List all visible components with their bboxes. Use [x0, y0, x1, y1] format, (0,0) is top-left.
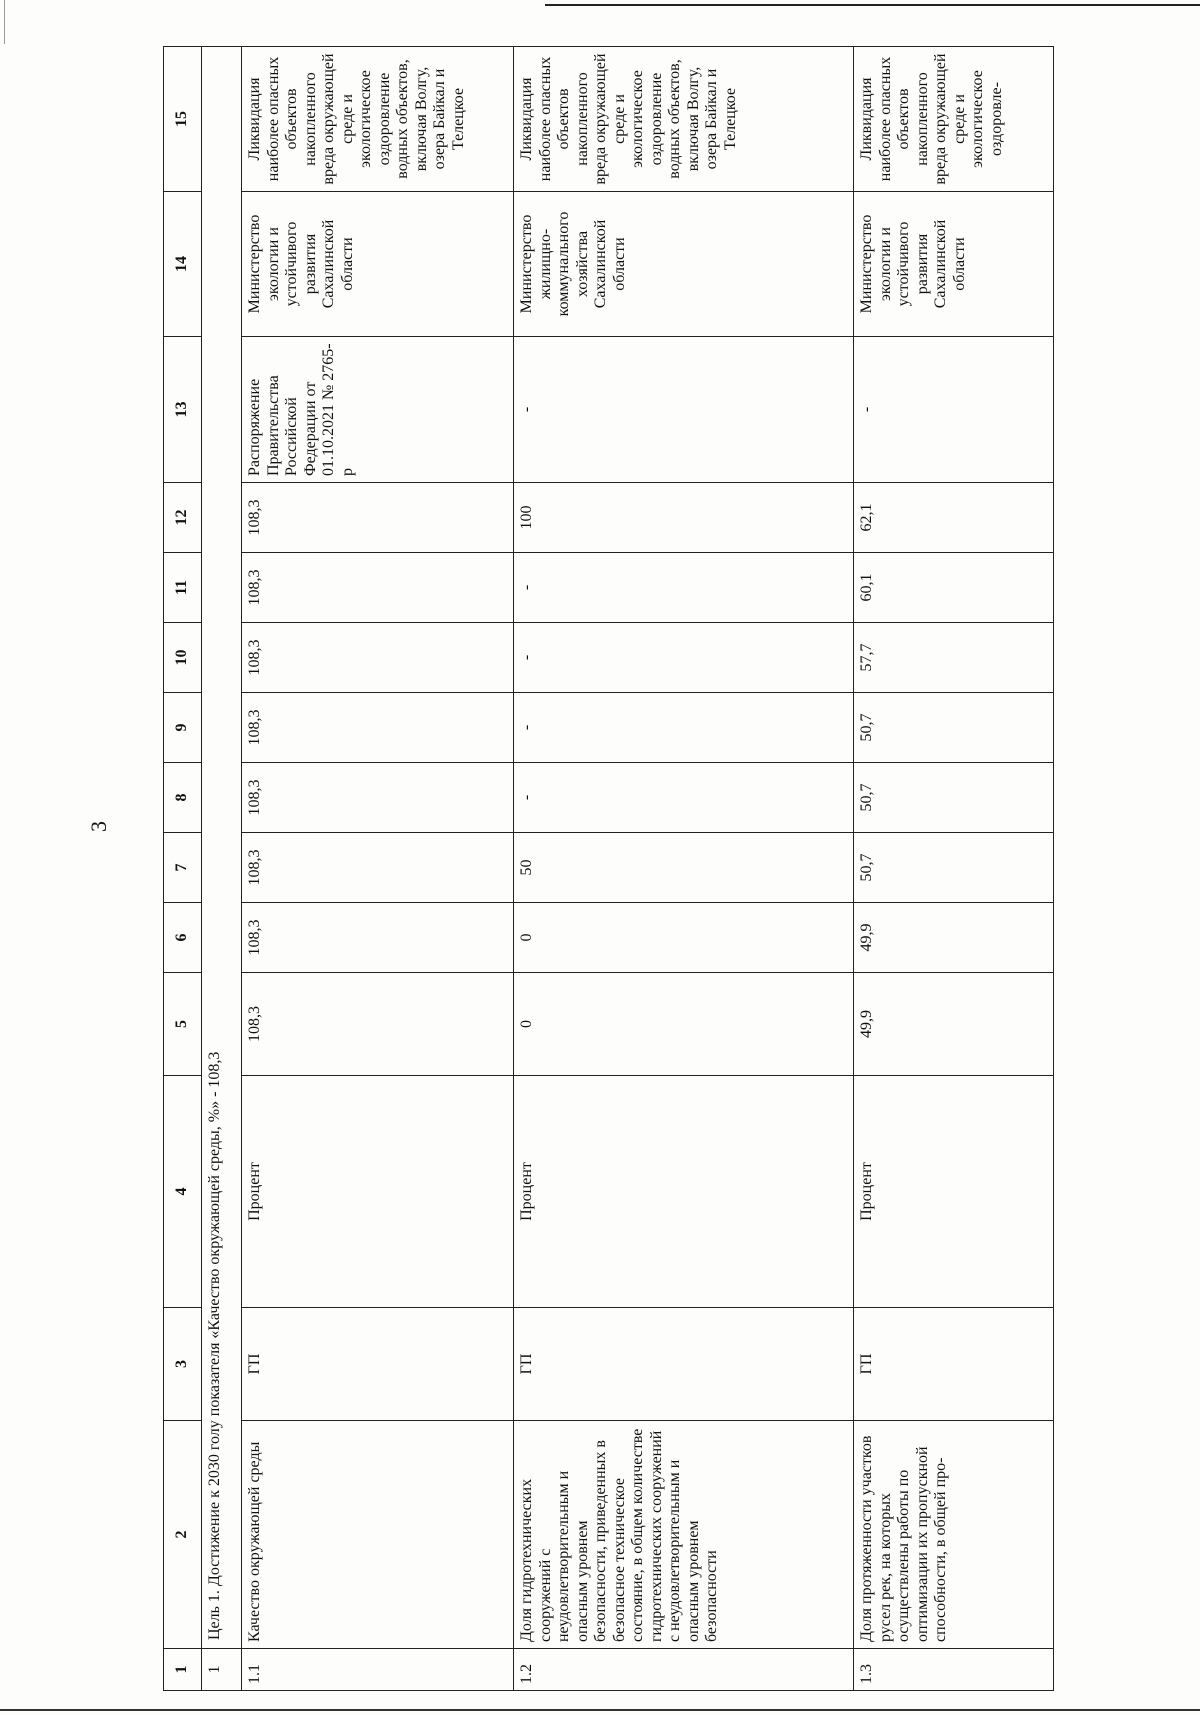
header-cell: 10: [164, 623, 202, 693]
row-number: 1.1: [242, 1649, 514, 1691]
indicator-name: Доля гидротехнических сооружений с неудовлетворительным и опасным уровнем безопасности, приведенных в безопасное техническое состояние, в общем количестве гидротехнических сооружений с неудовлетворительным и опасным уровнем безопасности: [514, 1421, 854, 1649]
row-number: 1.2: [514, 1649, 854, 1691]
header-cell: 2: [164, 1421, 202, 1649]
value-col9: -: [514, 693, 854, 763]
legal-document: Распоряжение Правительства Российской Федерации от 01.10.2021 № 2765-р: [242, 337, 514, 483]
header-row: [164, 47, 202, 1691]
indicator-type: ГП: [854, 1308, 1054, 1421]
value-col7: 50,7: [854, 833, 1054, 903]
indicators-table: [163, 46, 1054, 1691]
header-cell: 9: [164, 693, 202, 763]
goal-row: [202, 47, 242, 1691]
page-number: 3: [86, 821, 111, 832]
value-col8: 108,3: [242, 763, 514, 833]
responsible-body: Министерство жилищно-коммунального хозяйства Сахалинской области: [514, 192, 854, 337]
scan-edge-top: [545, 4, 1200, 6]
goal-text: Цель 1. Достижение к 2030 голу показателя «Качество окружающей среды, %» - 108,3: [202, 47, 242, 1649]
header-cell: 6: [164, 903, 202, 973]
value-col5: 108,3: [242, 973, 514, 1076]
header-cell: 11: [164, 553, 202, 623]
indicator-type: ГП: [514, 1308, 854, 1421]
related-goal: Ликвидация наиболее опасных объектов накопленного вреда окружающей среде и экологическое оздоровление водных объектов, включая Волгу, озера Байкал и Телецкое: [514, 47, 854, 192]
header-cell: 5: [164, 973, 202, 1076]
related-goal: Ликвидация наиболее опасных объектов накопленного вреда окружающей среде и экологическое оздоровление водных объектов, включая Волгу, озера Байкал и Телецкое: [242, 47, 514, 192]
header-cell: 14: [164, 192, 202, 337]
legal-document: -: [854, 337, 1054, 483]
scan-edge-left: [4, 0, 5, 44]
indicator-name: Качество окружающей среды: [242, 1421, 514, 1649]
header-cell: 3: [164, 1308, 202, 1421]
unit: Процент: [854, 1076, 1054, 1308]
value-col7: 50: [514, 833, 854, 903]
value-col8: -: [514, 763, 854, 833]
header-cell: 1: [164, 1649, 202, 1691]
responsible-body: Министерство экологии и устойчивого развития Сахалинской области: [242, 192, 514, 337]
table-row: [854, 47, 1054, 1691]
value-col5: 49,9: [854, 973, 1054, 1076]
value-col8: 50,7: [854, 763, 1054, 833]
value-col10: -: [514, 623, 854, 693]
indicator-name: Доля протяженности участков русел рек, на которых осуществлены работы по оптимизации их пропускной способности, в общей про-: [854, 1421, 1054, 1649]
value-col6: 49,9: [854, 903, 1054, 973]
value-col7: 108,3: [242, 833, 514, 903]
value-col11: 60,1: [854, 553, 1054, 623]
value-col9: 108,3: [242, 693, 514, 763]
responsible-body: Министерство экологии и устойчивого развития Сахалинской области: [854, 192, 1054, 337]
header-cell: 13: [164, 337, 202, 483]
table-row: [242, 47, 514, 1691]
value-col11: 108,3: [242, 553, 514, 623]
value-col12: 62,1: [854, 483, 1054, 553]
value-col9: 50,7: [854, 693, 1054, 763]
unit: Процент: [242, 1076, 514, 1308]
value-col5: 0: [514, 973, 854, 1076]
row-number: 1.3: [854, 1649, 1054, 1691]
scan-edge-bottom: [0, 1709, 1200, 1711]
value-col10: 57,7: [854, 623, 1054, 693]
value-col12: 100: [514, 483, 854, 553]
header-cell: 15: [164, 47, 202, 192]
value-col12: 108,3: [242, 483, 514, 553]
table-row: [514, 47, 854, 1691]
header-cell: 7: [164, 833, 202, 903]
header-cell: 4: [164, 1076, 202, 1308]
legal-document: -: [514, 337, 854, 483]
value-col10: 108,3: [242, 623, 514, 693]
value-col11: -: [514, 553, 854, 623]
header-cell: 12: [164, 483, 202, 553]
value-col6: 0: [514, 903, 854, 973]
indicator-type: ГП: [242, 1308, 514, 1421]
unit: Процент: [514, 1076, 854, 1308]
header-cell: 8: [164, 763, 202, 833]
goal-number: 1: [202, 1649, 242, 1691]
related-goal: Ликвидация наиболее опасных объектов накопленного вреда окружающей среде и экологическое оздоровле-: [854, 47, 1054, 192]
value-col6: 108,3: [242, 903, 514, 973]
